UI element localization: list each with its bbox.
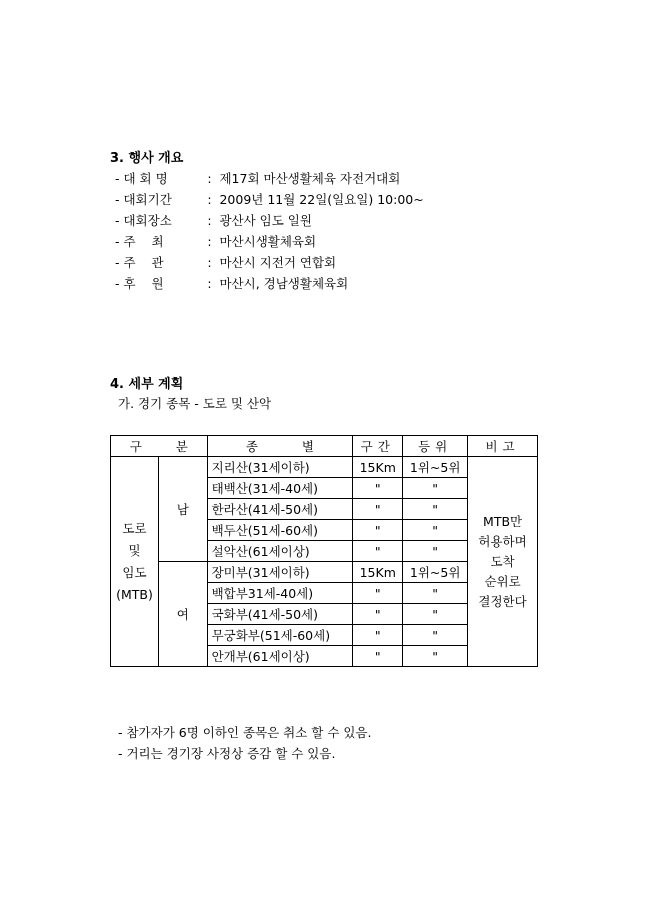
remark-line: MTB만 <box>483 513 523 529</box>
overview-value: 2009년 11월 22일(일요일) 10:00~ <box>219 192 424 207</box>
event-name: 설악산(61세이상) <box>207 541 353 562</box>
event-name: 한라산(41세-50세) <box>207 499 353 520</box>
gender-female: 여 <box>158 562 207 667</box>
category-line: 및 <box>128 542 141 558</box>
overview-label: 주 관 <box>123 255 164 270</box>
overview-value: 마산시 지전거 연합회 <box>219 255 337 270</box>
overview-row-organizer: - 주 관 : 마산시 지전거 연합회 <box>115 255 337 270</box>
event-name: 장미부(31세이하) <box>207 562 353 583</box>
overview-value: 광산사 임도 일원 <box>219 213 312 228</box>
header-distance: 구간 <box>353 436 403 457</box>
table-header-row <box>111 436 538 457</box>
overview-row-period: - 대회기간 : 2009년 11월 22일(일요일) 10:00~ <box>115 192 424 207</box>
event-name: 무궁화부(51세-60세) <box>207 625 353 646</box>
overview-label: 후 원 <box>123 276 164 291</box>
event-rank: " <box>403 625 468 646</box>
overview-label: 대 회 명 <box>123 171 168 186</box>
remark-cell <box>468 457 538 667</box>
remark-line: 도착 <box>490 553 515 569</box>
category-line: 도로 <box>122 520 147 536</box>
note-distance: - 거리는 경기장 사정상 증감 할 수 있음. <box>118 746 336 761</box>
overview-row-sponsor: - 후 원 : 마산시, 경남생활체육회 <box>115 276 349 291</box>
section3-title: 3. 행사 개요 <box>110 151 184 166</box>
remark-line: 허용하며 <box>478 533 527 549</box>
event-distance: " <box>353 604 403 625</box>
category-line: 임도 <box>122 564 147 580</box>
category-cell <box>111 457 159 667</box>
note-cancel: - 참가자가 6명 이하인 종목은 취소 할 수 있음. <box>118 725 372 740</box>
event-distance: " <box>353 478 403 499</box>
overview-value: 마산시생활체육회 <box>219 234 317 249</box>
event-rank: 1위~5위 <box>403 457 468 478</box>
overview-row-name: - 대 회 명 : 제17회 마산생활체육 자전거대회 <box>115 171 401 186</box>
event-distance: " <box>353 520 403 541</box>
header-event: 종 별 <box>207 436 353 457</box>
event-name: 국화부(41세-50세) <box>207 604 353 625</box>
event-name: 안개부(61세이상) <box>207 646 353 667</box>
overview-label: 주 최 <box>123 234 164 249</box>
header-rank: 등위 <box>403 436 468 457</box>
overview-label: 대회장소 <box>123 213 172 228</box>
header-division: 구 분 <box>111 436 208 457</box>
event-rank: " <box>403 520 468 541</box>
event-rank: " <box>403 499 468 520</box>
event-name: 백합부31세-40세) <box>207 583 353 604</box>
header-remark: 비고 <box>468 436 538 457</box>
remark-line: 결정한다 <box>478 593 527 609</box>
overview-label: 대회기간 <box>123 192 172 207</box>
table-row <box>111 457 538 478</box>
event-distance: " <box>353 499 403 520</box>
event-rank: " <box>403 604 468 625</box>
overview-row-venue: - 대회장소 : 광산사 임도 일원 <box>115 213 312 228</box>
event-distance: 15Km <box>353 457 403 478</box>
events-table <box>110 435 538 667</box>
event-distance: " <box>353 625 403 646</box>
event-rank: " <box>403 478 468 499</box>
category-line: (MTB) <box>116 586 153 602</box>
event-distance: 15Km <box>353 562 403 583</box>
event-distance: " <box>353 541 403 562</box>
event-distance: " <box>353 646 403 667</box>
event-distance: " <box>353 583 403 604</box>
remark-line: 순위로 <box>484 573 521 589</box>
gender-male: 남 <box>158 457 207 562</box>
overview-value: 제17회 마산생활체육 자전거대회 <box>219 171 401 186</box>
event-rank: " <box>403 583 468 604</box>
section4-title: 4. 세부 계획 <box>110 377 184 392</box>
overview-value: 마산시, 경남생활체육회 <box>219 276 349 291</box>
event-rank: " <box>403 646 468 667</box>
event-rank: 1위~5위 <box>403 562 468 583</box>
event-name: 백두산(51세-60세) <box>207 520 353 541</box>
event-rank: " <box>403 541 468 562</box>
event-name: 태백산(31세-40세) <box>207 478 353 499</box>
event-name: 지리산(31세이하) <box>207 457 353 478</box>
overview-row-host: - 주 최 : 마산시생활체육회 <box>115 234 317 249</box>
section4-subtitle: 가. 경기 종목 - 도로 및 산악 <box>118 396 272 411</box>
